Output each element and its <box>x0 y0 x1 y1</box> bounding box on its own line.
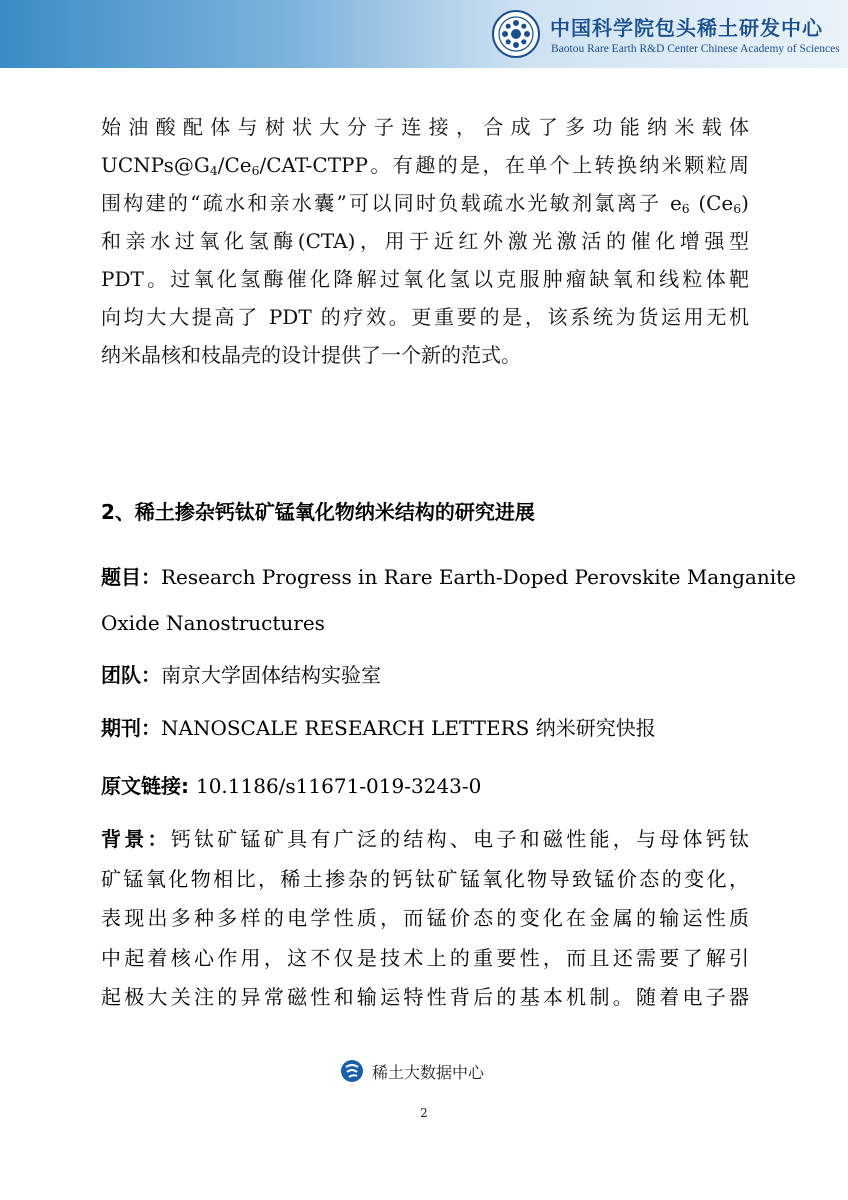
paragraph-line: 始油酸配体与树状大分子连接，合成了多功能纳米载体 <box>101 115 749 139</box>
team-name: 南京大学固体结构实验室 <box>161 663 381 687</box>
journal-name: NANOSCALE RESEARCH LETTERS 纳米研究快报 <box>161 716 656 740</box>
team-field <box>101 652 761 698</box>
paragraph-line: 向均大大提高了 PDT 的疗效。更重要的是，该系统为货运用无机 <box>101 305 749 329</box>
paragraph-line: 和亲水过氧化氢酶(CTA)，用于近红外激光激活的催化增强型 <box>101 229 749 253</box>
field-label: 背景： <box>101 827 171 851</box>
paragraph-line: $UCNPs@G_4/Ce_6/CAT$-CTPP。有趣的是，在单个上转换纳米颗粒周 <box>101 153 749 179</box>
page-header-band <box>0 0 848 68</box>
paper-title-continuation: Oxide Nanostructures <box>101 611 325 635</box>
footer-label: 稀土大数据中心 <box>372 1063 485 1082</box>
paragraph-line: 纳米晶核和枝晶壳的设计提供了一个新的范式。 <box>101 343 521 367</box>
paragraph-line: 围构建的“疏水和亲水囊”可以同时负载疏水光敏剂氯离子 $e_6$ $(Ce_6)$ <box>101 191 749 217</box>
cas-emblem-icon <box>492 10 540 58</box>
institution-name-cn: 中国科学院包头稀土研发中心 <box>550 16 823 40</box>
source-link-field <box>101 763 761 809</box>
field-label: 题目： <box>101 565 161 589</box>
field-label: 原文链接: <box>101 774 196 798</box>
paper-title: Research Progress in Rare Earth-Doped Perovskite Manganite <box>161 565 796 589</box>
paragraph-line: 表现出多种多样的电学性质，而锰价态的变化在金属的输运性质 <box>101 906 749 930</box>
paragraph-line: 中起着核心作用，这不仅是技术上的重要性，而且还需要了解引 <box>101 945 749 970</box>
field-label: 期刊： <box>101 716 161 740</box>
field-label: 团队： <box>101 663 161 687</box>
paper-title-field <box>101 554 796 600</box>
background-paragraph <box>101 820 749 1018</box>
big-data-center-logo-icon <box>340 1059 364 1083</box>
page-number: 2 <box>420 1106 428 1120</box>
paragraph-line: PDT。过氧化氢酶催化降解过氧化氢以克服肿瘤缺氧和线粒体靶 <box>101 267 749 291</box>
section-heading: 2、稀土掺杂钙钛矿锰氧化物纳米结构的研究进展 <box>101 500 535 524</box>
paragraph-line: 起极大关注的异常磁性和输运特性背后的基本机制。随着电子器 <box>101 985 749 1009</box>
intro-paragraph <box>101 108 749 374</box>
doi-link[interactable]: 10.1186/s11671-019-3243-0 <box>195 774 482 798</box>
institution-name-en: Baotou Rare Earth R&D Center Chinese Academy of Sciences <box>551 43 840 55</box>
paragraph-line: 矿锰氧化物相比，稀土掺杂的钙钛矿锰氧化物导致锰价态的变化， <box>101 866 749 891</box>
journal-field <box>101 705 761 751</box>
paragraph-line: 背景：钙钛矿锰矿具有广泛的结构、电子和磁性能，与母体钙钛 <box>101 827 750 851</box>
